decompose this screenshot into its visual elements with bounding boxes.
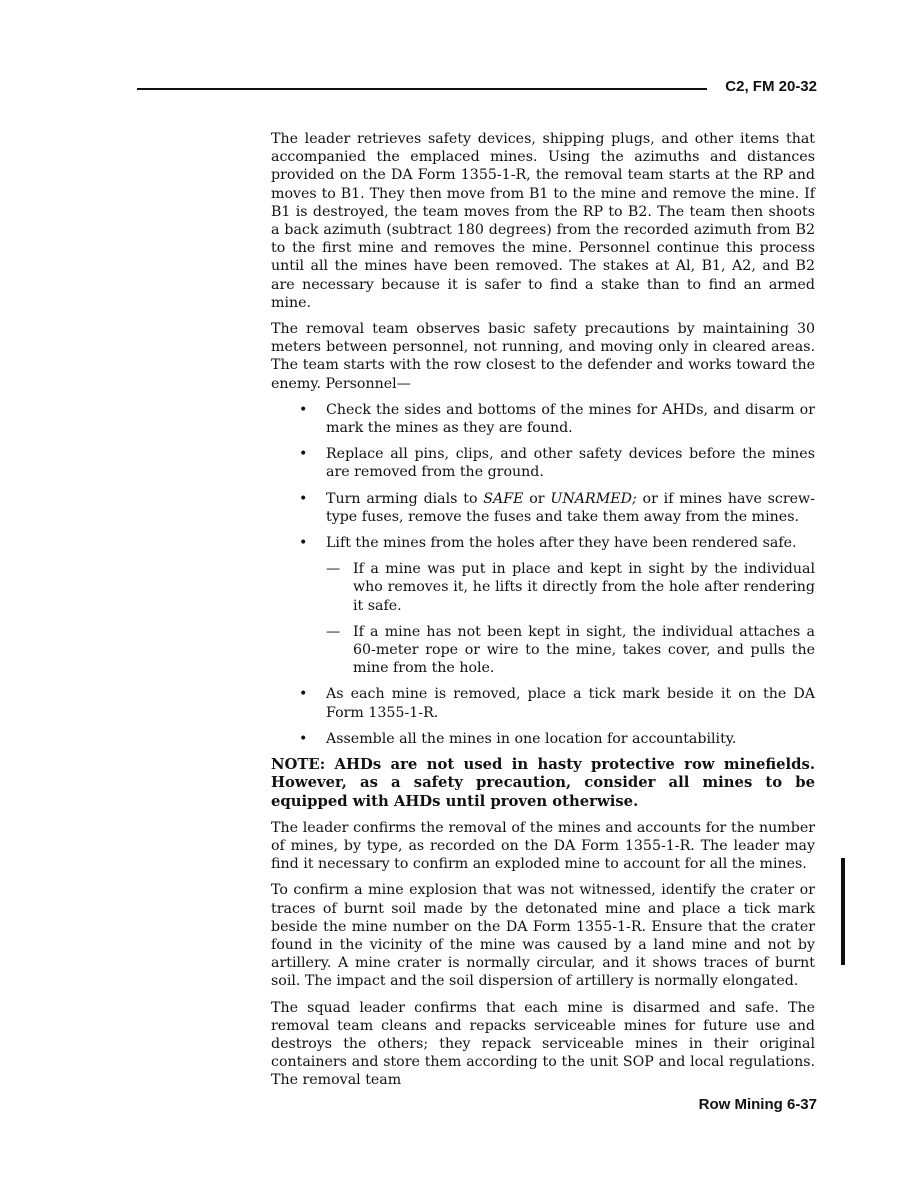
list-item-text-prefix: Turn arming dials to [326, 490, 484, 507]
change-bar [841, 858, 845, 965]
bullet-icon: • [299, 490, 308, 507]
paragraph-confirm-explosion: To confirm a mine explosion that was not witnessed, identify the crater or traces of burnt soil made by the detonated mine and place a tick mark beside the mine number on the DA Form 1355-1-R. Ensure that the crater found in the vicinity of the mine was caused by a land mine and not by artillery. A mine crater is normally circular, and it shows traces of burnt soil. The impact and the soil dispersion of artillery is normally elongated. [271, 882, 815, 990]
paragraph-safety-precautions: The removal team observes basic safety precautions by maintaining 30 meters between personnel, not running, and moving only in cleared areas. The team starts with the row closest to the defender and works toward the enemy. Personnel— [271, 321, 815, 392]
list-item-text: As each mine is removed, place a tick mark beside it on the DA Form 1355-1-R. [326, 686, 815, 721]
dash-icon: — [326, 561, 341, 578]
running-footer: Row Mining 6-37 [698, 1096, 817, 1113]
list-item [271, 401, 815, 437]
list-item [271, 445, 815, 481]
list-item [271, 490, 815, 526]
list-item-text [326, 491, 815, 525]
running-header: C2, FM 20-32 [725, 78, 817, 95]
list-item [271, 685, 815, 721]
header-rule [137, 88, 707, 90]
personnel-task-list [271, 401, 815, 748]
bullet-icon: • [299, 730, 308, 747]
list-item-text: Lift the mines from the holes after they have been rendered safe. [326, 535, 797, 552]
paragraph-confirm-removal: The leader confirms the removal of the mines and accounts for the number of mines, by type, as recorded on the DA Form 1355-1-R. The leader may find it necessary to confirm an exploded mine to account for all the mines. [271, 819, 815, 873]
list-item-text-suffix: or if mines have screw-type fuses, remove the fuses and take them away from the mines. [326, 490, 815, 525]
safe-term: SAFE [483, 490, 524, 507]
lift-method-list [326, 560, 815, 677]
bullet-icon: • [299, 446, 308, 463]
safety-note: NOTE: AHDs are not used in hasty protective row minefields. However, as a safety precaution, consider all mines to be equipped with AHDs until proven otherwise. [271, 756, 815, 810]
list-item-text: Check the sides and bottoms of the mines for AHDs, and disarm or mark the mines as they are found. [326, 401, 815, 437]
unarmed-term: UNARMED; [550, 490, 637, 507]
list-item-text: Replace all pins, clips, and other safety devices before the mines are removed from the ground. [326, 446, 815, 481]
page-body [271, 130, 815, 1098]
list-item [271, 730, 815, 748]
dash-icon: — [326, 623, 341, 640]
sub-list-item-text: If a mine has not been kept in sight, the individual attaches a 60-meter rope or wire to the mine, takes cover, and pulls the mine from the hole. [353, 623, 815, 677]
list-item-text: Assemble all the mines in one location for accountability. [326, 730, 737, 747]
list-item-text-or: or [523, 490, 551, 507]
bullet-icon: • [299, 401, 308, 418]
sub-list-item [326, 560, 815, 615]
bullet-icon: • [299, 535, 308, 552]
paragraph-retrieval: The leader retrieves safety devices, shipping plugs, and other items that accompanied the emplaced mines. Using the azimuths and distances provided on the DA Form 1355-1-R, the removal team starts at the RP and moves to B1. They then move from B1 to the mine and remove the mine. If B1 is destroyed, the team moves from the RP to B2. The team then shoots a back azimuth (subtract 180 degrees) from the recorded azimuth from B2 to the first mine and removes the mine. Personnel continue this process until all the mines have been removed. The stakes at Al, B1, A2, and B2 are necessary because it is safer to find a stake than to find an armed mine. [271, 131, 815, 311]
sub-list-item [326, 623, 815, 678]
sub-list-item-text: If a mine was put in place and kept in sight by the individual who removes it, he lifts it directly from the hole after rendering it safe. [353, 561, 815, 614]
bullet-icon: • [299, 686, 308, 703]
paragraph-repack: The squad leader confirms that each mine is disarmed and safe. The removal team cleans and repacks serviceable mines for future use and destroys the others; they repack serviceable mines in their original containers and store them according to the unit SOP and local regulations. The removal team [271, 999, 815, 1089]
list-item [271, 534, 815, 677]
